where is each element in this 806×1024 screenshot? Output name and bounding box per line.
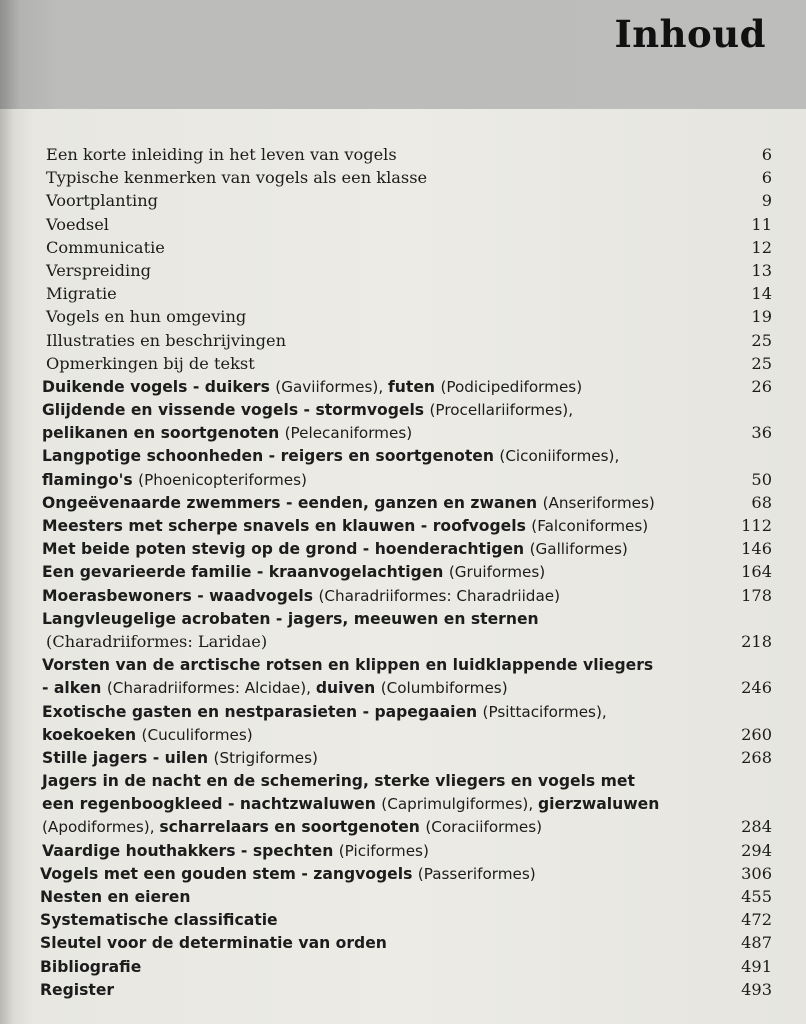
toc-entry-title	[40, 885, 190, 909]
toc-bold-segment: Jagers in de nacht en de schemering, sterke vliegers en vogels met	[42, 772, 635, 791]
toc-segment: (Anseriformes)	[542, 493, 655, 512]
toc-entry-title	[42, 815, 542, 839]
toc-bold-segment: Register	[40, 980, 115, 999]
toc-bold-segment: Moerasbewoners - waadvogels	[42, 586, 319, 605]
toc-entry-title	[40, 955, 141, 979]
toc-entry-title	[46, 305, 246, 328]
toc-segment: (Gaviiformes),	[275, 377, 388, 396]
toc-entry	[0, 584, 806, 607]
toc-entry-title	[40, 931, 387, 955]
toc-entry	[0, 282, 806, 305]
toc-page-number: 11	[751, 214, 772, 234]
toc-entry-title	[42, 792, 659, 816]
toc-segment: Migratie	[46, 284, 117, 304]
toc-segment: (Psittaciformes),	[482, 702, 607, 721]
toc-bold-segment: Systematische classificatie	[40, 911, 278, 930]
toc-bold-segment: Een gevarieerde familie - kraanvogelachtigen	[42, 563, 449, 582]
toc-segment: (Columbiformes)	[380, 679, 508, 698]
toc-bold-segment: scharrelaars en soortgenoten	[159, 818, 426, 837]
toc-entry-title	[42, 491, 655, 515]
toc-entry-title	[46, 329, 286, 352]
toc-segment: (Falconiformes)	[531, 517, 649, 535]
toc-entry	[0, 630, 806, 653]
toc-entry	[0, 746, 806, 769]
toc-entry	[0, 908, 806, 931]
toc-segment: (Galliformes)	[529, 540, 628, 559]
toc-page-number: 306	[741, 863, 772, 883]
toc-entry	[0, 839, 806, 862]
toc-bold-segment: Vogels met een gouden stem - zangvogels	[40, 864, 418, 883]
toc-entry	[0, 537, 806, 560]
toc-segment: (Ciconiiformes),	[499, 447, 620, 466]
toc-entry-title	[42, 444, 619, 468]
toc-entry-title	[42, 839, 429, 863]
toc-entry	[0, 931, 806, 954]
toc-segment: (Caprimulgiformes),	[381, 795, 538, 814]
toc-bold-segment: duiven	[315, 679, 381, 698]
toc-page-number: 12	[751, 237, 772, 257]
toc-segment: Illustraties en beschrijvingen	[46, 330, 287, 350]
toc-segment: (Charadriiformes: Alcidae),	[106, 679, 316, 698]
toc-entry-title	[42, 537, 628, 561]
toc-entry	[0, 653, 806, 676]
toc-segment: (Coraciiformes)	[425, 818, 543, 837]
toc-page-number: 19	[751, 307, 772, 327]
toc-entry-title	[40, 862, 536, 886]
toc-bold-segment: Vorsten van de arctische rotsen en klippen en luidklappende vliegers	[42, 656, 654, 675]
toc-page-number: 260	[741, 724, 772, 744]
toc-entry	[0, 723, 806, 746]
toc-entry-title	[42, 700, 607, 724]
toc-entry-title	[46, 282, 117, 305]
toc-page-number: 146	[741, 539, 772, 559]
toc-segment: Voedsel	[46, 214, 109, 234]
toc-entry-title	[42, 398, 573, 422]
toc-entry	[0, 885, 806, 908]
toc-segment: (Procellariiformes),	[429, 401, 574, 420]
toc-entry-title	[42, 723, 253, 747]
toc-page-number: 268	[741, 747, 772, 767]
header-band	[0, 0, 806, 109]
toc-entry	[0, 444, 806, 467]
toc-entry-title	[46, 259, 151, 282]
toc-page-number: 6	[761, 145, 772, 164]
toc-entry-title	[42, 468, 307, 492]
toc-entry	[0, 468, 806, 491]
toc-entry-title	[46, 189, 158, 212]
toc-page-number: 6	[761, 168, 772, 188]
toc-entry-title	[40, 908, 278, 932]
toc-bold-segment: Langpotige schoonheden - reigers en soortgenoten	[42, 447, 500, 466]
toc-page-number: 246	[741, 678, 772, 698]
toc-entry	[0, 792, 806, 815]
toc-page-number: 178	[741, 585, 772, 605]
toc-entry-title	[42, 653, 653, 677]
toc-entry-title	[42, 375, 582, 399]
toc-entry	[0, 352, 806, 375]
toc-segment: (Apodiformes),	[42, 818, 160, 837]
toc-segment: Typische kenmerken van vogels als een klasse	[46, 168, 428, 188]
toc-entry	[0, 329, 806, 352]
toc-bold-segment: Duikende vogels - duikers	[42, 377, 276, 396]
toc-page-number: 9	[761, 191, 772, 211]
toc-bold-segment: een regenboogkleed - nachtzwaluwen	[42, 795, 382, 814]
toc-bold-segment: Sleutel voor de determinatie van orden	[40, 934, 387, 953]
toc-entry	[0, 955, 806, 978]
toc-entry-title	[42, 560, 545, 584]
toc-page-number: 13	[751, 260, 772, 280]
toc-entry	[0, 236, 806, 259]
toc-segment: (Charadriiformes: Laridae)	[46, 631, 268, 651]
toc-page-number: 218	[741, 631, 772, 651]
toc-bold-segment: pelikanen en soortgenoten	[42, 424, 285, 443]
toc-entry-title	[46, 213, 109, 236]
toc-segment: (Cuculiformes)	[141, 725, 253, 744]
toc-entry	[0, 166, 806, 189]
toc-entry-title	[42, 514, 648, 538]
toc-entry-title	[42, 421, 412, 445]
toc-entry-title	[46, 352, 255, 375]
toc-bold-segment: Vaardige houthakkers - spechten	[42, 841, 339, 860]
toc-entry	[0, 375, 806, 398]
toc-entry	[0, 305, 806, 328]
toc-page-number: 493	[741, 979, 772, 999]
toc-entry	[0, 213, 806, 236]
toc-bold-segment: Meesters met scherpe snavels en klauwen - roofvogels	[42, 517, 532, 535]
toc-bold-segment: gierzwaluwen	[538, 795, 660, 814]
toc-segment: (Piciformes)	[338, 841, 429, 860]
toc-entry-title	[42, 607, 539, 631]
toc-bold-segment: Nesten en eieren	[40, 888, 191, 906]
toc-bold-segment: Langvleugelige acrobaten - jagers, meeuwen en sternen	[42, 609, 539, 628]
toc-entry	[0, 398, 806, 421]
toc-entry	[0, 815, 806, 838]
toc-page-number: 472	[741, 910, 772, 930]
toc-bold-segment: Met beide poten stevig op de grond - hoenderachtigen	[42, 540, 530, 559]
toc-bold-segment: Exotische gasten en nestparasieten - papegaaien	[42, 702, 483, 721]
toc-entry	[0, 769, 806, 792]
toc-entry-title	[46, 143, 397, 166]
toc-entry	[0, 259, 806, 282]
toc-bold-segment: flamingo's	[42, 470, 139, 489]
toc-segment: (Charadriiformes: Charadriidae)	[318, 586, 561, 605]
toc-bold-segment: Stille jagers - uilen	[42, 748, 214, 767]
toc-entry	[0, 862, 806, 885]
toc-segment: (Passeriformes)	[417, 864, 536, 883]
toc-entry-title	[42, 584, 560, 608]
toc-page-number: 26	[751, 376, 772, 396]
toc-entry	[0, 978, 806, 1001]
toc-page-number: 491	[741, 956, 772, 976]
toc-segment: Verspreiding	[46, 260, 152, 280]
toc-bold-segment: - alken	[42, 679, 107, 698]
toc-segment: Communicatie	[46, 237, 165, 257]
toc-bold-segment: Glijdende en vissende vogels - stormvogels	[42, 401, 430, 420]
toc-segment: (Pelecaniformes)	[284, 424, 413, 443]
table-of-contents	[0, 143, 806, 1001]
toc-segment: Vogels en hun omgeving	[46, 307, 247, 327]
toc-page-number: 25	[751, 353, 772, 373]
toc-entry	[0, 514, 806, 537]
toc-entry-title	[46, 166, 427, 189]
toc-entry	[0, 700, 806, 723]
toc-entry-title	[46, 236, 165, 259]
toc-bold-segment: koekoeken	[42, 725, 142, 744]
toc-bold-segment: Bibliografie	[40, 957, 142, 976]
toc-segment: (Podicipediformes)	[440, 377, 583, 396]
toc-segment: (Strigiformes)	[213, 748, 318, 767]
toc-page-number: 294	[741, 840, 772, 860]
toc-segment: Een korte inleiding in het leven van vogels	[46, 145, 397, 164]
toc-entry-title	[42, 769, 635, 793]
toc-page-number: 14	[751, 284, 772, 304]
toc-entry-title	[42, 746, 318, 770]
toc-segment: Voortplanting	[46, 191, 159, 211]
toc-page-number: 50	[751, 469, 772, 489]
toc-entry-title	[42, 676, 508, 700]
toc-bold-segment: Ongeëvenaarde zwemmers - eenden, ganzen en zwanen	[42, 493, 543, 512]
toc-segment: Opmerkingen bij de tekst	[46, 353, 255, 373]
toc-entry	[0, 491, 806, 514]
toc-entry	[0, 421, 806, 444]
toc-page-number: 68	[751, 492, 772, 512]
page-title: Inhoud	[614, 12, 766, 56]
toc-entry-title	[46, 630, 267, 653]
toc-entry	[0, 560, 806, 583]
toc-bold-segment: futen	[387, 377, 441, 396]
toc-entry	[0, 676, 806, 699]
toc-entry-title	[40, 978, 114, 1002]
toc-page-number: 455	[741, 887, 772, 906]
toc-page-number: 112	[741, 516, 772, 535]
toc-entry	[0, 143, 806, 166]
toc-entry	[0, 189, 806, 212]
toc-page-number: 36	[751, 423, 772, 443]
toc-page-number: 487	[741, 933, 772, 953]
toc-page-number: 25	[751, 330, 772, 350]
toc-segment: (Gruiformes)	[448, 563, 546, 582]
toc-entry	[0, 607, 806, 630]
toc-page-number: 284	[741, 817, 772, 837]
toc-segment: (Phoenicopteriformes)	[138, 470, 307, 489]
toc-page-number: 164	[741, 562, 772, 582]
